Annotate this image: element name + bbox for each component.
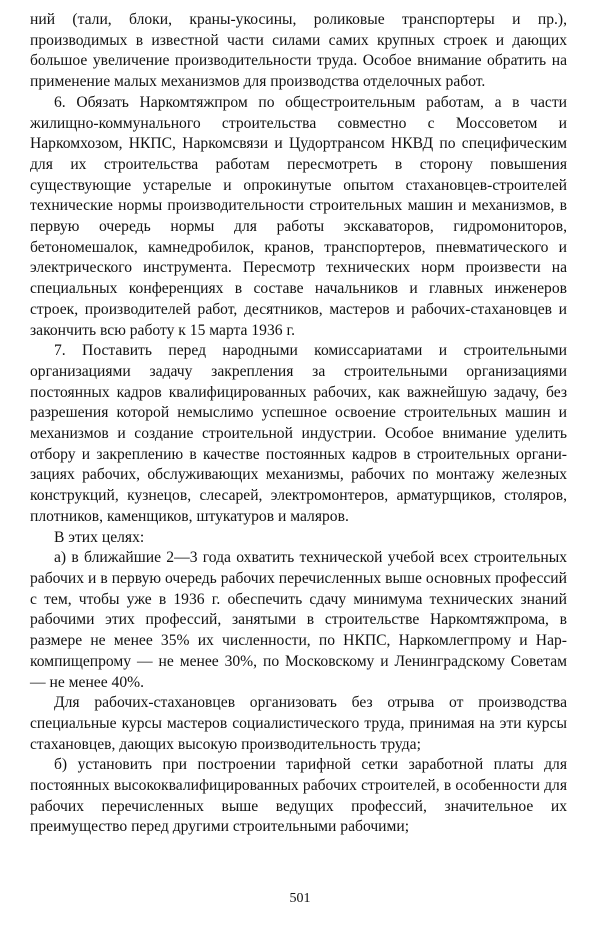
paragraph-subitem-a: а) в ближайшие 2—3 года охватить технической учебой всех строительных рабочих и в первую очередь рабочих перечисленных выше основных профессий с тем, чтобы уже в 1936 г. обеспечить сдачу минимума технических знаний рабочими этих профессий, занятыми в строительстве Наркомтяжпрома, в размере не менее 35% их численности, по НКПС, Наркомлегпрому и Наркомпищепрому — не менее 30%, по Московскому и Ленинградскому Советам — не менее 40%. xyxy=(30,549,567,691)
paragraph-subitem-b: б) установить при построении тарифной сетки заработной платы для постоянных высококвалифицированных рабочих строителей, в особенности для рабочих перечисленных выше ведущих профессий, значительное их преимущество перед другими строительными рабочими; xyxy=(30,756,567,836)
paragraph-item-6: 6. Обязать Наркомтяжпром по общестроительным работам, а в части жилищно-коммунального строительства совместно с Моссоветом и Наркомхозом, НКПС, Наркомсвязи и Цудортрансом НКВД по специфическим для их строительства работам пересмотреть в сторону повышения существующие устарелые и опрокинутые опытом стахановцев-строителей технические нормы производительности строительных машин и механизмов, в первую очередь нормы для работы экскаваторов, гидромониторов, бетономешалок, камнедробилок, кранов, транспортеров, пневматического и электрического инструмента. Пересмотр технических норм произвести на специальных конференциях в составе начальников и главных инженеров строек, производителей работ, десятников, мастеров и рабочих-стахановцев и закончить всю работу к 15 марта 1936 г. xyxy=(30,93,567,339)
paragraph-stakhanovite-courses: Для рабочих-стахановцев организовать без отрыва от производства специальные курсы мастеров социалистического труда, принимая на эти курсы стахановцев, дающих высокую производительность труда; xyxy=(30,694,567,753)
paragraph-continuation: ний (тали, блоки, краны-укосины, роликовые транспортеры и пр.), производимых в известной части силами самих крупных строек и дающих большое увеличение производительности труда. Особое внимание обратить на применение малых механизмов для производства отделочных работ. xyxy=(30,11,567,91)
text-column xyxy=(30,10,567,838)
paragraph-item-7: 7. Поставить перед народными комиссариатами и строительными организациями задачу закрепления за строительными организациями постоянных кадров квалифицированных рабочих, как важнейшую задачу, без разрешения которой немыслимо успешное освоение строительных машин и механизмов и создание строительной индустрии. Особое внимание уделить отбору и закреплению в качестве постоянных кадров в строительных организациях рабочих, обслуживающих механизмы, рабочих по монтажу железных конструкций, кузнецов, слесарей, электромонтеров, арматурщиков, столяров, плотников, каменщиков, штукатуров и маляров. xyxy=(30,342,567,525)
paragraph-purpose-heading: В этих целях: xyxy=(54,528,145,546)
page-number: 501 xyxy=(289,891,311,906)
